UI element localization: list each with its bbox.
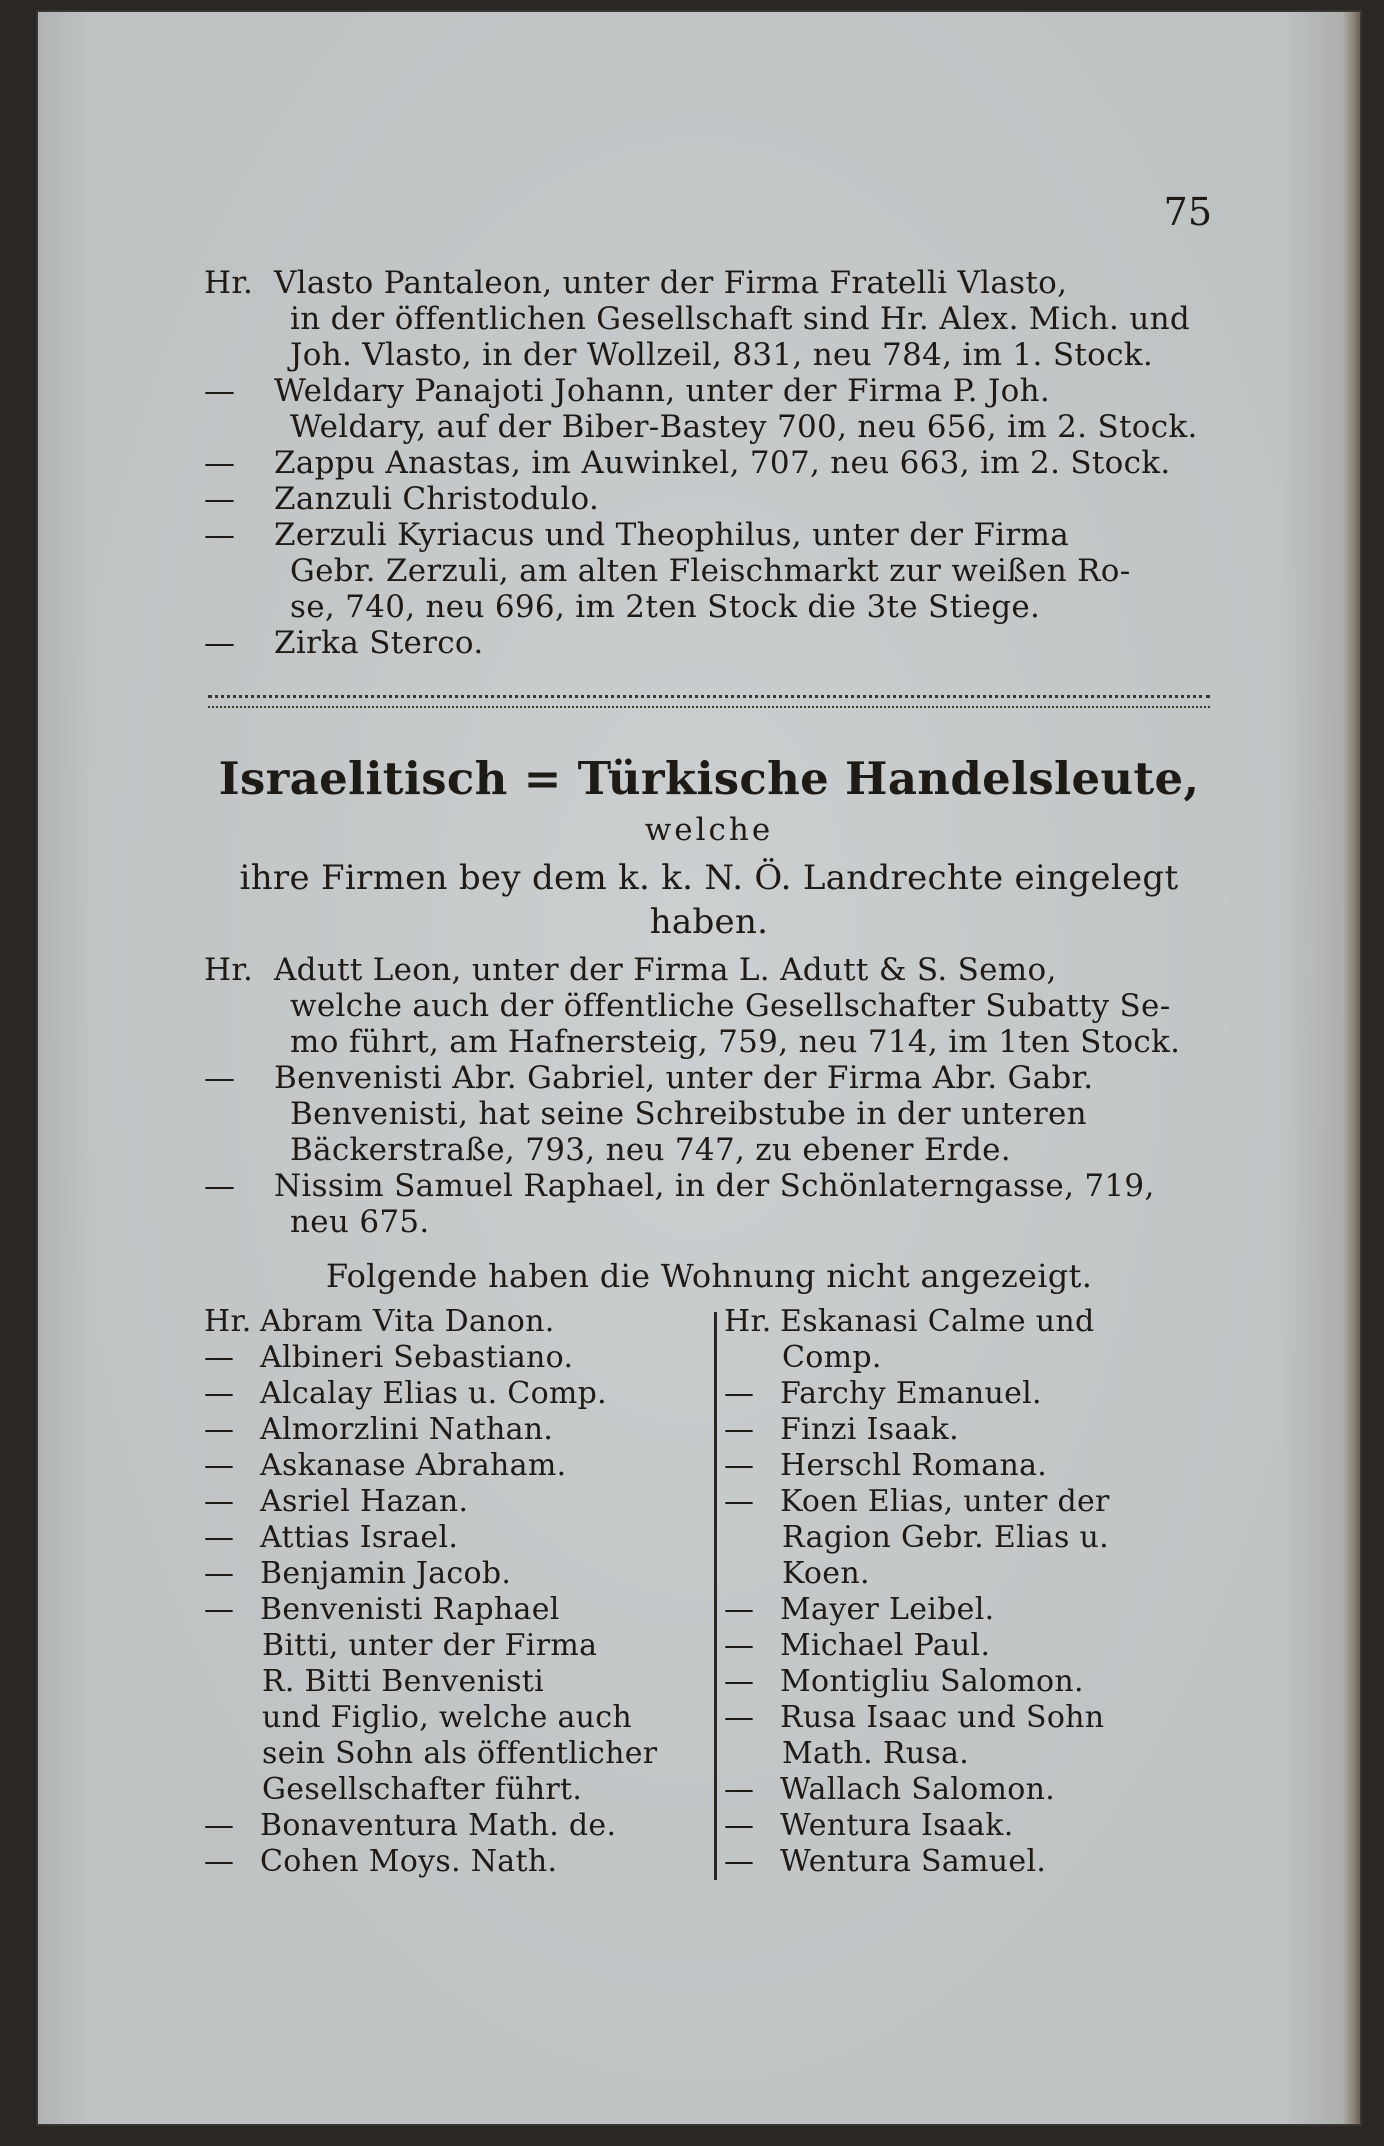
list-entry bbox=[204, 952, 1214, 1060]
entry-lead: — bbox=[724, 1628, 755, 1663]
list-entry bbox=[204, 1376, 696, 1412]
entry-first-line bbox=[204, 1168, 1214, 1204]
list-entry bbox=[204, 1556, 696, 1592]
entry-lead: — bbox=[204, 1484, 235, 1519]
list-entry bbox=[204, 1060, 1214, 1168]
entry-text: Bonaventura Math. de. bbox=[260, 1808, 617, 1843]
entry-text: Zerzuli Kyriacus und Theophilus, unter der Firma bbox=[274, 517, 1069, 553]
right-column bbox=[708, 1304, 1216, 1880]
entry-text: Zappu Anastas, im Auwinkel, 707, neu 663, im 2. Stock. bbox=[274, 445, 1171, 481]
entry-continuation: neu 675. bbox=[290, 1204, 430, 1240]
page-text bbox=[204, 182, 1214, 1880]
entry-lead: Hr. bbox=[204, 952, 254, 988]
list-entry bbox=[724, 1376, 1216, 1412]
entry-first-line bbox=[204, 1060, 1214, 1096]
section-entries bbox=[204, 952, 1214, 1240]
entry-text: Wentura Isaak. bbox=[780, 1808, 1014, 1843]
list-entry bbox=[204, 1484, 696, 1520]
list-entry bbox=[724, 1808, 1216, 1844]
entry-first-line bbox=[204, 952, 1214, 988]
ornamental-rule bbox=[208, 695, 1210, 708]
entry-continuation: R. Bitti Benvenisti bbox=[262, 1664, 545, 1699]
list-entry bbox=[204, 265, 1214, 373]
entry-text: Zanzuli Christodulo. bbox=[274, 481, 600, 517]
entry-first-line bbox=[204, 445, 1214, 481]
entry-text: Attias Israel. bbox=[260, 1520, 459, 1555]
entry-text: Michael Paul. bbox=[780, 1628, 991, 1663]
entry-first-line bbox=[724, 1412, 1216, 1448]
entry-continuation: Benvenisti, hat seine Schreibstube in der unteren bbox=[290, 1096, 1087, 1132]
entry-text: Abram Vita Danon. bbox=[260, 1304, 555, 1339]
entry-text: Vlasto Pantaleon, unter der Firma Fratelli Vlasto, bbox=[274, 265, 1068, 301]
entry-lead: — bbox=[724, 1808, 755, 1843]
entry-continuation: Bäckerstraße, 793, neu 747, zu ebener Erde. bbox=[290, 1132, 1011, 1168]
entry-lead: — bbox=[204, 373, 236, 409]
entry-text: Eskanasi Calme und bbox=[780, 1304, 1095, 1339]
entry-first-line bbox=[724, 1700, 1216, 1736]
entry-lead: — bbox=[724, 1844, 755, 1879]
entry-text: Wallach Salomon. bbox=[780, 1772, 1056, 1807]
entry-lead: — bbox=[204, 1376, 235, 1411]
list-entry bbox=[204, 1304, 696, 1340]
entry-text: Weldary Panajoti Johann, unter der Firma P. Joh. bbox=[274, 373, 1051, 409]
entry-text: Zirka Sterco. bbox=[274, 625, 484, 661]
entry-lead: Hr. bbox=[724, 1304, 772, 1339]
entry-text: Albineri Sebastiano. bbox=[260, 1340, 574, 1375]
entry-text: Benvenisti Raphael bbox=[260, 1592, 560, 1627]
entry-text: Nissim Samuel Raphael, in der Schönlaterngasse, 719, bbox=[274, 1168, 1155, 1204]
entry-text: Alcalay Elias u. Comp. bbox=[260, 1376, 608, 1411]
section-description: ihre Firmen bey dem k. k. N. Ö. Landrechte eingelegt haben. bbox=[239, 858, 1179, 942]
entry-lead: — bbox=[204, 1556, 235, 1591]
entry-continuation: und Figlio, welche auch bbox=[262, 1700, 632, 1735]
entry-continuation: mo führt, am Hafnersteig, 759, neu 714, im 1ten Stock. bbox=[290, 1024, 1181, 1060]
list-entry bbox=[204, 1448, 696, 1484]
list-entry bbox=[724, 1304, 1216, 1376]
entry-continuation: Gebr. Zerzuli, am alten Fleischmarkt zur weißen Ro- bbox=[290, 553, 1131, 589]
list-entry bbox=[204, 373, 1214, 445]
list-entry bbox=[724, 1448, 1216, 1484]
entry-text: Farchy Emanuel. bbox=[780, 1376, 1042, 1411]
entry-lead: — bbox=[204, 1448, 235, 1483]
entry-first-line bbox=[724, 1628, 1216, 1664]
entry-lead: — bbox=[724, 1448, 755, 1483]
entry-lead: — bbox=[724, 1592, 755, 1627]
entry-text: Montigliu Salomon. bbox=[780, 1664, 1084, 1699]
entry-first-line bbox=[724, 1808, 1216, 1844]
entry-first-line bbox=[204, 1592, 696, 1628]
entry-lead: — bbox=[724, 1412, 755, 1447]
entry-text: Wentura Samuel. bbox=[780, 1844, 1047, 1879]
entry-continuation: Joh. Vlasto, in der Wollzeil, 831, neu 784, im 1. Stock. bbox=[290, 337, 1153, 373]
entry-first-line bbox=[724, 1304, 1216, 1340]
entry-first-line bbox=[204, 1376, 696, 1412]
entry-first-line bbox=[204, 373, 1214, 409]
entry-text: Benvenisti Abr. Gabriel, unter der Firma Abr. Gabr. bbox=[274, 1060, 1094, 1096]
entry-first-line bbox=[204, 1340, 696, 1376]
entry-lead: — bbox=[204, 445, 236, 481]
entry-continuation: Bitti, unter der Firma bbox=[262, 1628, 598, 1663]
entry-lead: — bbox=[204, 1412, 235, 1447]
entry-continuation: in der öffentlichen Gesellschaft sind Hr. Alex. Mich. und bbox=[290, 301, 1191, 337]
entry-first-line bbox=[724, 1484, 1216, 1520]
section-title: Israelitisch = Türkische Handelsleute, bbox=[218, 752, 1200, 805]
entry-first-line bbox=[724, 1772, 1216, 1808]
entry-continuation: Comp. bbox=[782, 1340, 882, 1375]
list-entry bbox=[724, 1412, 1216, 1448]
left-column bbox=[204, 1304, 708, 1880]
list-entry bbox=[204, 1168, 1214, 1240]
entry-text: Herschl Romana. bbox=[780, 1448, 1048, 1483]
list-entry bbox=[724, 1592, 1216, 1628]
list-entry bbox=[204, 1808, 696, 1844]
entry-text: Adutt Leon, unter der Firma L. Adutt & S. Semo, bbox=[274, 952, 1057, 988]
list-entry bbox=[204, 517, 1214, 625]
entry-continuation: se, 740, neu 696, im 2ten Stock die 3te Stiege. bbox=[290, 589, 1041, 625]
entry-continuation: Koen. bbox=[782, 1556, 870, 1591]
list-entry bbox=[204, 1592, 696, 1808]
list-entry bbox=[204, 445, 1214, 481]
entry-first-line bbox=[204, 1808, 696, 1844]
entry-text: Koen Elias, unter der bbox=[780, 1484, 1110, 1519]
column-divider bbox=[714, 1312, 717, 1880]
entry-lead: Hr. bbox=[204, 265, 254, 301]
entry-lead: — bbox=[204, 625, 236, 661]
entry-lead: — bbox=[204, 481, 236, 517]
entry-text: Askanase Abraham. bbox=[260, 1448, 567, 1483]
entry-first-line bbox=[724, 1592, 1216, 1628]
entry-lead: — bbox=[204, 1520, 235, 1555]
entry-first-line bbox=[204, 1520, 696, 1556]
entry-lead: — bbox=[204, 1060, 236, 1096]
entry-first-line bbox=[204, 1844, 696, 1880]
list-entry bbox=[204, 1844, 696, 1880]
list-entry bbox=[204, 1340, 696, 1376]
list-entry bbox=[724, 1628, 1216, 1664]
subheading: Folgende haben die Wohnung nicht angezeigt. bbox=[325, 1257, 1093, 1295]
entry-first-line bbox=[724, 1376, 1216, 1412]
entry-first-line bbox=[204, 1556, 696, 1592]
entry-lead: — bbox=[204, 517, 236, 553]
entry-continuation: Gesellschafter führt. bbox=[262, 1772, 583, 1807]
list-entry bbox=[724, 1700, 1216, 1772]
entry-text: Rusa Isaac und Sohn bbox=[780, 1700, 1105, 1735]
entry-first-line bbox=[204, 625, 1214, 661]
entry-first-line bbox=[204, 1412, 696, 1448]
entry-first-line bbox=[204, 1448, 696, 1484]
entry-text: Asriel Hazan. bbox=[260, 1484, 469, 1519]
entry-lead: — bbox=[724, 1376, 755, 1411]
entry-lead: — bbox=[204, 1844, 235, 1879]
list-entry bbox=[204, 1412, 696, 1448]
book-page bbox=[38, 12, 1360, 2124]
entry-lead: — bbox=[204, 1592, 235, 1627]
entry-text: Finzi Isaak. bbox=[780, 1412, 960, 1447]
entry-first-line bbox=[724, 1844, 1216, 1880]
page-number: 75 bbox=[1163, 190, 1212, 234]
entry-lead: — bbox=[724, 1664, 755, 1699]
entry-continuation: Ragion Gebr. Elias u. bbox=[782, 1520, 1109, 1555]
entry-text: Cohen Moys. Nath. bbox=[260, 1844, 558, 1879]
entry-text: Mayer Leibel. bbox=[780, 1592, 995, 1627]
entry-continuation: welche auch der öffentliche Gesellschafter Subatty Se- bbox=[290, 988, 1171, 1024]
entry-lead: — bbox=[724, 1700, 755, 1735]
list-entry bbox=[724, 1844, 1216, 1880]
entry-first-line bbox=[724, 1664, 1216, 1700]
entry-continuation: Weldary, auf der Biber-Bastey 700, neu 656, im 2. Stock. bbox=[290, 409, 1198, 445]
entry-continuation: Math. Rusa. bbox=[782, 1736, 970, 1771]
entry-first-line bbox=[204, 517, 1214, 553]
list-entry bbox=[724, 1772, 1216, 1808]
entry-lead: Hr. bbox=[204, 1304, 252, 1339]
entry-first-line bbox=[204, 265, 1214, 301]
list-entry bbox=[724, 1664, 1216, 1700]
section-subtitle: welche bbox=[644, 812, 774, 848]
entry-lead: — bbox=[204, 1168, 236, 1204]
top-entries bbox=[204, 265, 1214, 661]
list-entry bbox=[204, 1520, 696, 1556]
list-entry bbox=[724, 1484, 1216, 1592]
entry-continuation: sein Sohn als öffentlicher bbox=[262, 1736, 658, 1771]
list-entry bbox=[204, 625, 1214, 661]
entry-lead: — bbox=[724, 1484, 755, 1519]
entry-text: Benjamin Jacob. bbox=[260, 1556, 512, 1591]
entry-first-line bbox=[204, 1484, 696, 1520]
entry-first-line bbox=[724, 1448, 1216, 1484]
two-column-list bbox=[204, 1304, 1216, 1880]
entry-text: Almorzlini Nathan. bbox=[260, 1412, 554, 1447]
entry-lead: — bbox=[724, 1772, 755, 1807]
entry-first-line bbox=[204, 1304, 696, 1340]
page-edge bbox=[1344, 12, 1360, 2124]
entry-lead: — bbox=[204, 1808, 235, 1843]
entry-first-line bbox=[204, 481, 1214, 517]
list-entry bbox=[204, 481, 1214, 517]
entry-lead: — bbox=[204, 1340, 235, 1375]
